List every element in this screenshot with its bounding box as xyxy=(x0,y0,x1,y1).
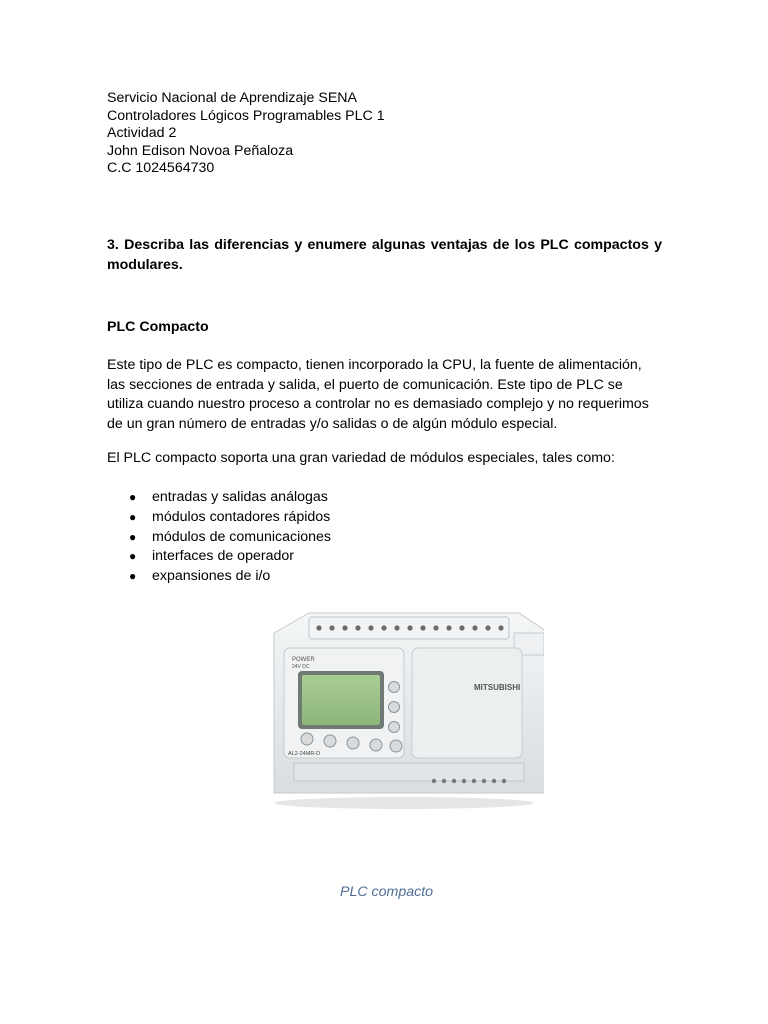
id-line: C.C 1024564730 xyxy=(107,160,215,176)
section-paragraph: Este tipo de PLC es compacto, tienen incorporado la CPU, la fuente de alimentación, las secciones de entrada y salida, el puerto de comunicación. Este tipo de PLC se utiliza cuando nuestro proceso a controlar no es demasiado complejo y no requerimos de un gran número de entradas y/o salidas o de algún módulo especial. xyxy=(107,357,649,432)
document-header xyxy=(107,90,385,178)
author-line: John Edison Novoa Peñaloza xyxy=(107,142,294,159)
bullet-icon: ● xyxy=(129,569,137,584)
power-sub-label: 24V DC xyxy=(292,664,310,670)
section-title: PLC Compacto xyxy=(107,319,209,335)
course-line: Controladores Lógicos Programables PLC 1 xyxy=(107,107,385,124)
brand-logo: MITSUBISHI xyxy=(474,683,521,692)
bullet-icon: ● xyxy=(129,529,137,544)
bullet-icon: ● xyxy=(129,490,137,504)
power-label: POWER xyxy=(292,657,315,663)
institution-line: Servicio Nacional de Aprendizaje SENA xyxy=(107,90,357,106)
plc-image xyxy=(264,603,544,813)
figure-caption: PLC compacto xyxy=(340,884,434,900)
model-label: AL2-24MR-D xyxy=(288,751,321,757)
bullet-icon: ● xyxy=(129,549,137,564)
document-page: Servicio Nacional de Aprendizaje SENA Controladores Lógicos Programables PLC 1 Actividad 2 John Edison Novoa Peñaloza C.C 1024564730 3. Describa las diferencias y enumere algunas ventajas de los PLC compactos y modulares. PLC Compacto Este tipo de PLC es compacto, tienen incorporado la CPU, la fuente de alimentación, las secciones de entrada y salida, el puerto de comunicación. Este tipo de PLC se utiliza cuando nuestro proceso a controlar no es demasiado complejo y no requerimos de un gran número de entradas y/o salidas o de algún módulo especial. El PLC compacto soporta una gran variedad de módulos especiales, tales como: ● entradas y salidas análogas ● módulos contadores rápidos ● módulos de comunicaciones ● interfaces de operador ● expansiones de i/o POWER 24V DC AL2-24MR-D MITSUBISHI PLC compacto xyxy=(0,0,768,1024)
modules-intro: El PLC compacto soporta una gran variedad de módulos especiales, tales como: xyxy=(107,450,615,466)
activity-line: Actividad 2 xyxy=(107,125,177,141)
bullet-icon: ● xyxy=(129,509,137,524)
question-heading: 3. Describa las diferencias y enumere algunas ventajas de los PLC compactos y modulares. xyxy=(107,237,662,273)
